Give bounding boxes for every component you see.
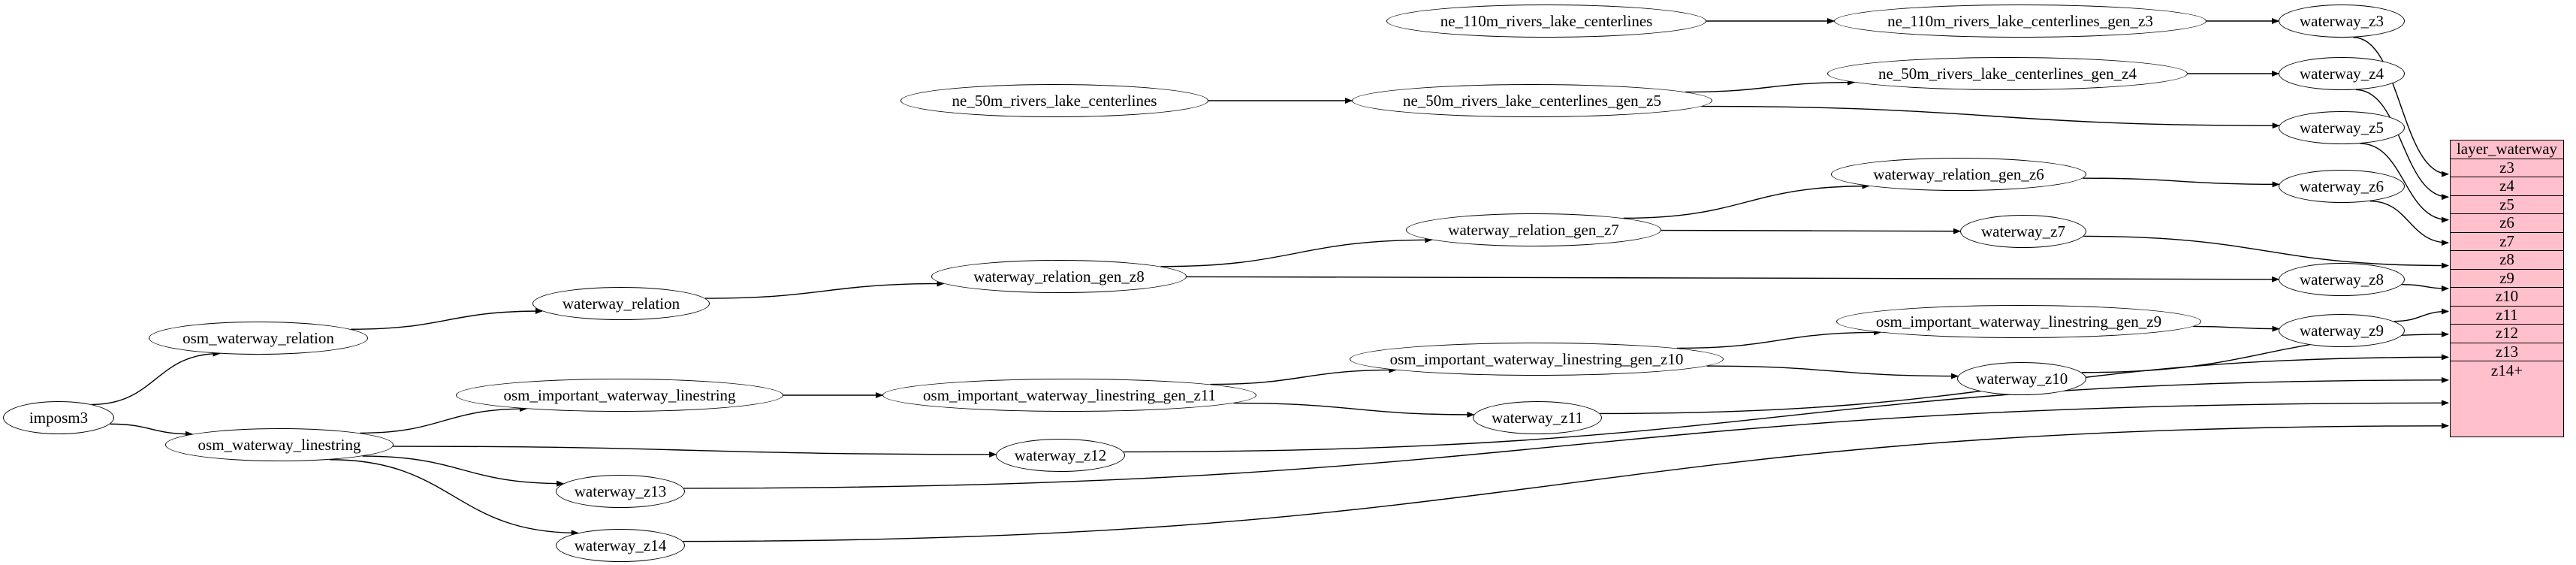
node-osm_waterway_relation[interactable]	[149, 322, 368, 355]
node-label: ne_50m_rivers_lake_centerlines_gen_z5	[1402, 91, 1662, 110]
node-ne_50m_rivers_lake_centerlines[interactable]	[900, 84, 1208, 117]
node-waterway_relation_gen_z6[interactable]	[1831, 158, 2086, 191]
legend-layer-waterway[interactable]	[2450, 140, 2564, 437]
node-label: waterway_z8	[2300, 270, 2384, 289]
edge-waterway_z12-to-legend	[1124, 380, 2448, 452]
legend-row-z11[interactable]: z11	[2451, 307, 2563, 325]
edge-osm_waterway_linestring-to-waterway_z12	[393, 446, 996, 455]
node-label: waterway_z7	[1981, 222, 2065, 240]
node-label: waterway_relation	[562, 294, 680, 313]
legend-row-z7[interactable]: z7	[2451, 233, 2563, 252]
legend-row-z10[interactable]: z10	[2451, 288, 2563, 307]
node-osm_important_waterway_linestring_gen_z11[interactable]	[882, 379, 1256, 412]
edge-ne_50m_rivers_lake_centerlines_gen_z5-to-waterway_z5	[1702, 107, 2279, 126]
node-waterway_z13[interactable]	[556, 475, 685, 508]
node-label: waterway_z3	[2300, 11, 2384, 30]
node-waterway_z10[interactable]	[1957, 362, 2086, 395]
legend-title: layer_waterway	[2451, 140, 2563, 159]
edge-waterway_relation_gen_z8-to-waterway_relation_gen_z7	[1160, 240, 1431, 266]
node-label: osm_important_waterway_linestring_gen_z9	[1875, 312, 2162, 331]
edge-osm_waterway_relation-to-waterway_relation	[351, 311, 542, 329]
node-label: waterway_z12	[1014, 446, 1107, 464]
legend-row-z12[interactable]: z12	[2451, 325, 2563, 343]
node-label: imposm3	[29, 408, 89, 427]
node-label: waterway_z13	[574, 482, 667, 500]
node-waterway_z11[interactable]	[1473, 401, 1602, 434]
node-waterway_z7[interactable]	[1960, 215, 2086, 248]
edge-waterway_relation_gen_z6-to-waterway_z6	[2083, 178, 2279, 184]
edge-waterway_relation_gen_z8-to-waterway_z8	[1187, 276, 2279, 279]
legend-row-z5[interactable]: z5	[2451, 196, 2563, 215]
node-label: waterway_z10	[1975, 369, 2068, 388]
node-label: waterway_z14	[574, 536, 667, 554]
edge-osm_important_waterway_linestring_gen_z11-to-osm_important_waterway_linestring_gen_z10	[1211, 370, 1396, 384]
node-label: waterway_z11	[1492, 408, 1583, 427]
legend-row-z9[interactable]: z9	[2451, 270, 2563, 289]
node-label: waterway_z5	[2300, 118, 2384, 137]
legend-row-z3[interactable]: z3	[2451, 159, 2563, 178]
node-label: waterway_relation_gen_z6	[1873, 165, 2044, 183]
node-label: waterway_relation_gen_z7	[1448, 220, 1619, 239]
legend-row-z14plus[interactable]: z14+	[2490, 361, 2523, 379]
legend-row-z13[interactable]: z13	[2451, 343, 2563, 362]
node-osm_important_waterway_linestring[interactable]	[456, 379, 783, 412]
node-osm_important_waterway_linestring_gen_z10[interactable]	[1350, 343, 1724, 376]
edge-imposm3-to-osm_waterway_linestring	[110, 424, 192, 434]
edge-waterway_z7-to-legend	[2083, 236, 2448, 265]
node-label: waterway_z6	[2300, 177, 2384, 195]
node-waterway_z8[interactable]	[2279, 263, 2405, 296]
node-label: waterway_relation_gen_z8	[973, 267, 1145, 286]
legend-row-z4[interactable]: z4	[2451, 177, 2563, 196]
node-label: ne_50m_rivers_lake_centerlines	[952, 91, 1157, 110]
edge-waterway_z8-to-legend	[2402, 285, 2448, 289]
edge-osm_important_waterway_linestring_gen_z9-to-waterway_z9	[2193, 326, 2279, 328]
node-ne_50m_rivers_lake_centerlines_gen_z5[interactable]	[1352, 84, 1712, 117]
edge-waterway_relation-to-waterway_relation_gen_z8	[705, 283, 944, 298]
edge-osm_important_waterway_linestring_gen_z11-to-waterway_z11	[1234, 403, 1474, 415]
edge-ne_50m_rivers_lake_centerlines_gen_z5-to-ne_50m_rivers_lake_centerlines_gen_z4	[1685, 83, 1854, 92]
node-ne_50m_rivers_lake_centerlines_gen_z4[interactable]	[1827, 57, 2188, 90]
edge-waterway_relation_gen_z7-to-waterway_relation_gen_z6	[1624, 186, 1869, 219]
node-osm_waterway_linestring[interactable]	[165, 428, 394, 461]
node-label: waterway_z4	[2300, 64, 2384, 83]
node-waterway_z5[interactable]	[2279, 111, 2405, 144]
node-label: ne_110m_rivers_lake_centerlines	[1440, 11, 1653, 30]
node-ne_110m_rivers_lake_centerlines_gen_z3[interactable]	[1834, 5, 2206, 38]
edge-waterway_z6-to-legend	[2370, 201, 2448, 243]
node-waterway_z3[interactable]	[2279, 5, 2405, 38]
edge-osm_important_waterway_linestring_gen_z10-to-osm_important_waterway_linestring_gen_z9	[1677, 332, 1881, 348]
edge-osm_important_waterway_linestring_gen_z10-to-waterway_z10	[1707, 366, 1958, 376]
node-imposm3[interactable]	[3, 401, 114, 434]
edge-osm_waterway_linestring-to-waterway_z13	[363, 456, 564, 484]
node-osm_important_waterway_linestring_gen_z9[interactable]	[1836, 305, 2201, 338]
edge-waterway_z9-to-legend	[2394, 311, 2448, 321]
node-label: osm_important_waterway_linestring_gen_z10	[1389, 349, 1684, 368]
node-waterway_relation[interactable]	[532, 287, 710, 320]
node-label: osm_waterway_relation	[182, 328, 334, 347]
node-waterway_relation_gen_z8[interactable]	[931, 260, 1187, 293]
node-waterway_z14[interactable]	[556, 529, 685, 562]
node-ne_110m_rivers_lake_centerlines[interactable]	[1386, 5, 1706, 38]
node-label: ne_50m_rivers_lake_centerlines_gen_z4	[1878, 64, 2137, 83]
node-waterway_z4[interactable]	[2279, 57, 2405, 90]
node-label: ne_110m_rivers_lake_centerlines_gen_z3	[1887, 11, 2153, 30]
edge-osm_waterway_linestring-to-osm_important_waterway_linestring	[360, 409, 526, 433]
node-label: osm_waterway_linestring	[198, 435, 361, 454]
node-label: osm_important_waterway_linestring	[503, 385, 736, 404]
node-waterway_z6[interactable]	[2279, 170, 2405, 203]
legend-row-z6[interactable]: z6	[2451, 214, 2563, 233]
edge-waterway_z14-to-legend	[683, 426, 2448, 542]
node-waterway_z12[interactable]	[996, 439, 1125, 472]
node-label: waterway_z9	[2300, 321, 2384, 340]
node-waterway_z9[interactable]	[2279, 314, 2405, 347]
edge-osm_waterway_linestring-to-waterway_z14	[330, 460, 578, 533]
node-label: osm_important_waterway_linestring_gen_z11	[923, 385, 1216, 404]
node-waterway_relation_gen_z7[interactable]	[1406, 213, 1661, 246]
edge-imposm3-to-osm_waterway_relation	[92, 354, 219, 405]
legend-row-z8[interactable]: z8	[2451, 251, 2563, 270]
